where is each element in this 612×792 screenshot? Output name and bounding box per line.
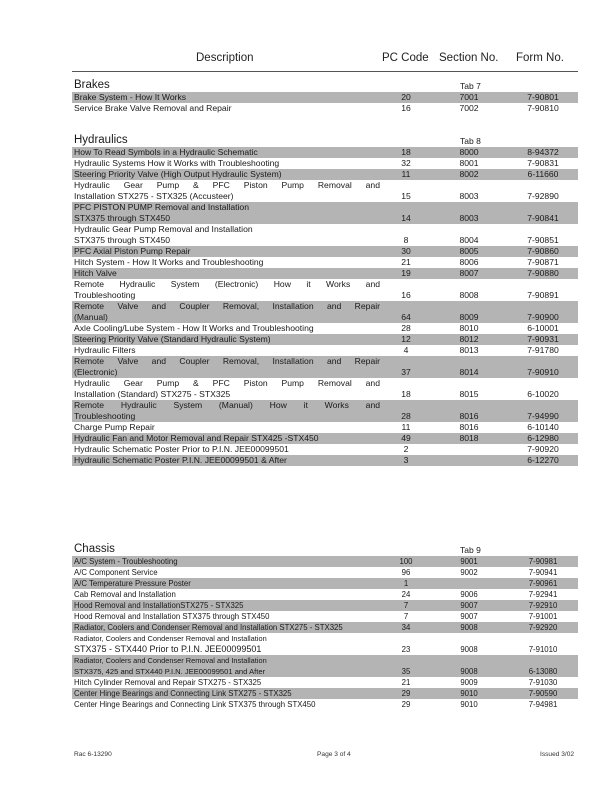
row-section-no: 8003 [459,191,479,201]
row-description [74,323,380,334]
table-row [72,699,578,710]
row-description-line: Remote Hydraulic System (Electronic) How it Works and [74,279,380,289]
row-description [74,578,380,589]
table-row [72,400,578,422]
header-pc-code: PC Code [382,52,429,64]
row-description-line: Hydraulic Gear Pump & PFC Piston Pump Removal and [74,378,380,388]
row-section-no: 9007 [460,612,478,621]
row-description-line: A/C Temperature Pressure Poster [74,579,191,588]
row-pc-code: 20 [401,92,411,102]
row-pc-code: 28 [401,323,411,333]
row-form-no: 7-90891 [527,290,559,300]
table-row [72,433,578,444]
row-description [74,688,380,699]
table-header [72,52,578,68]
table-row [72,455,578,466]
row-section-no: 8016 [459,422,479,432]
table-row [72,567,578,578]
row-description [74,422,380,433]
row-pc-code: 100 [399,557,413,566]
section-hydraulics [72,134,578,466]
row-section-no: 8013 [459,345,479,355]
row-description [74,169,380,180]
row-pc-code: 16 [401,103,411,113]
row-pc-code: 16 [401,290,411,300]
row-section-no: 8008 [459,290,479,300]
row-description-line: (Electronic) [74,367,118,377]
row-description [74,92,380,103]
footer-left: Rac 6-13290 [74,751,112,758]
row-pc-code: 49 [401,433,411,443]
row-description [74,334,380,345]
row-description [74,224,380,246]
row-section-no: 9009 [460,678,478,687]
row-description-line: Radiator, Coolers and Condenser Removal and Installation [74,656,267,665]
row-description-line: A/C Component Service [74,568,158,577]
row-form-no: 6-10140 [527,422,559,432]
row-description [74,268,380,279]
section-tab: Tab 9 [460,545,481,555]
header-form-no: Form No. [516,52,564,64]
header-section-no: Section No. [439,52,499,64]
table-row [72,92,578,103]
row-description [74,158,380,169]
row-form-no: 7-90871 [527,257,559,267]
row-pc-code: 29 [401,689,411,698]
row-form-no: 7-90851 [527,235,559,245]
row-section-no: 8012 [459,334,479,344]
table-row [72,323,578,334]
row-description [74,279,380,301]
row-section-no: 8003 [459,213,479,223]
row-section-no: 8007 [459,268,479,278]
row-description [74,345,380,356]
section-tab: Tab 7 [460,81,481,91]
row-form-no: 7-91780 [527,345,559,355]
row-pc-code: 21 [401,257,411,267]
row-description [74,180,380,202]
row-form-no: 7-91001 [528,612,558,621]
row-form-no: 6-12980 [527,433,559,443]
row-section-no: 9010 [460,689,478,698]
row-description [74,699,380,710]
row-section-no: 9008 [460,667,478,676]
table-row [72,202,578,224]
row-pc-code: 4 [403,345,409,355]
table-row [72,655,578,677]
row-section-no: 8004 [459,235,479,245]
row-description-line: Steering Priority Valve (Standard Hydraulic System) [74,334,271,344]
row-description-line: Service Brake Valve Removal and Repair [74,103,232,113]
row-description-line: Hitch System - How It Works and Troubleshooting [74,257,264,267]
row-description-line: Installation (Standard) STX275 - STX325 [74,389,231,399]
row-description-line: Hydraulic Schematic Poster Prior to P.I.N. JEE00099501 [74,444,289,454]
row-description-line: Steering Priority Valve (High Output Hydraulic System) [74,169,282,179]
row-description-line: Axle Cooling/Lube System - How It Works and Troubleshooting [74,323,314,333]
row-pc-code: 64 [401,312,411,322]
row-form-no: 7-92941 [528,590,558,599]
row-description [74,611,380,622]
row-form-no: 7-90910 [527,367,559,377]
row-description [74,400,380,422]
row-description [74,246,380,257]
table-row [72,677,578,688]
table-row [72,556,578,567]
row-description-line: Charge Pump Repair [74,422,155,432]
row-section-no: 8016 [459,411,479,421]
row-section-no: 8018 [459,433,479,443]
row-pc-code: 30 [401,246,411,256]
table-row [72,279,578,301]
row-section-no: 8005 [459,246,479,256]
table-row [72,444,578,455]
table-row [72,180,578,202]
row-description-line: STX375, 425 and STX440 P.I.N. JEE00099501 and After [74,667,266,676]
row-description-line: How To Read Symbols in a Hydraulic Schematic [74,147,258,157]
row-form-no: 6-12270 [527,455,559,465]
row-form-no: 7-92890 [527,191,559,201]
row-description [74,600,380,611]
table-row [72,257,578,268]
table-row [72,268,578,279]
table-row [72,224,578,246]
table-row [72,578,578,589]
row-description [74,633,380,655]
row-section-no: 8009 [459,312,479,322]
row-pc-code: 11 [401,422,411,432]
row-description-line: Hydraulic Filters [74,345,136,355]
row-description [74,556,380,567]
table-row [72,103,578,114]
header-rule [72,71,578,72]
row-form-no: 7-94981 [528,700,558,709]
row-description-line: (Manual) [74,312,108,322]
row-section-no: 9001 [460,557,478,566]
row-description-line: Hood Removal and Installation STX375 through STX450 [74,612,270,621]
row-description [74,103,380,114]
row-form-no: 7-92920 [528,623,558,632]
table-row [72,633,578,655]
row-description-line: Remote Valve and Coupler Removal, Installation and Repair [74,356,380,366]
row-form-no: 7-90590 [528,689,558,698]
section-brakes [72,79,578,114]
row-section-no: 8014 [459,367,479,377]
row-description-line: Remote Valve and Coupler Removal, Installation and Repair [74,301,380,311]
section-title: Hydraulics [74,134,128,146]
row-description-line: STX375 through STX450 [74,213,171,223]
row-form-no: 7-94990 [527,411,559,421]
row-description-line: Center Hinge Bearings and Connecting Link STX375 through STX450 [74,700,316,709]
section-title: Chassis [74,543,115,555]
row-pc-code: 18 [401,389,411,399]
row-pc-code: 96 [401,568,411,577]
row-section-no: 8000 [459,147,479,157]
row-description [74,622,380,633]
row-description-line: Troubleshooting [74,290,136,300]
row-pc-code: 7 [403,601,409,610]
table-row [72,169,578,180]
row-pc-code: 28 [401,411,411,421]
row-pc-code: 19 [401,268,411,278]
row-section-no: 9002 [460,568,478,577]
row-description-line: PFC PISTON PUMP Removal and Installation [74,202,249,212]
row-description-line: STX375 - STX440 Prior to P.I.N. JEE00099501 [74,644,262,654]
row-description-line: Troubleshooting [74,411,136,421]
row-description-line: Hydraulic Gear Pump Removal and Installation [74,224,253,234]
row-form-no: 7-90961 [528,579,558,588]
row-description [74,147,380,158]
row-description [74,589,380,600]
row-description-line: Radiator, Coolers and Condenser Removal and Installation STX275 - STX325 [74,623,343,632]
row-description-line: Hitch Cylinder Removal and Repair STX275 - STX325 [74,678,262,687]
row-pc-code: 14 [401,213,411,223]
row-pc-code: 21 [401,678,411,687]
row-description-line: Hood Removal and InstallationSTX275 - STX325 [74,601,244,610]
row-form-no: 7-90941 [528,568,558,577]
row-description-line: A/C System - Troubleshooting [74,557,178,566]
row-description [74,301,380,323]
table-row [72,378,578,400]
row-description [74,655,380,677]
row-form-no: 7-90841 [527,213,559,223]
table-row [72,158,578,169]
row-pc-code: 8 [403,235,409,245]
row-section-no: 9007 [460,601,478,610]
row-pc-code: 11 [401,169,411,179]
row-pc-code: 32 [401,158,411,168]
row-pc-code: 24 [401,590,411,599]
footer-issued-date: Issued 3/02 [540,751,575,758]
table-row [72,622,578,633]
row-form-no: 7-90900 [527,312,559,322]
row-form-no: 6-13080 [528,667,558,676]
row-pc-code: 35 [401,667,411,676]
header-description: Description [196,52,254,64]
row-pc-code: 34 [401,623,411,632]
section-chassis [72,543,578,710]
row-form-no: 8-94372 [527,147,559,157]
row-description-line: Remote Hydraulic System (Manual) How it Works and [74,400,380,410]
row-section-no: 7001 [459,92,479,102]
row-description [74,356,380,378]
row-form-no: 7-90831 [527,158,559,168]
row-pc-code: 3 [403,455,409,465]
row-description-line: STX375 through STX450 [74,235,171,245]
row-description-line: Brake System - How It Works [74,92,187,102]
row-section-no: 8015 [459,389,479,399]
row-description-line: Center Hinge Bearings and Connecting Link STX275 - STX325 [74,689,292,698]
row-pc-code: 2 [403,444,409,454]
row-pc-code: 18 [401,147,411,157]
section-tab: Tab 8 [460,136,481,146]
row-form-no: 7-92910 [528,601,558,610]
row-description-line: Cab Removal and Installation [74,590,176,599]
row-section-no: 9006 [460,590,478,599]
section-heading [72,543,578,556]
row-form-no: 6-10020 [527,389,559,399]
row-form-no: 7-91030 [528,678,558,687]
table-row [72,147,578,158]
table-row [72,356,578,378]
table-row [72,688,578,699]
row-description [74,202,380,224]
row-form-no: 7-90860 [527,246,559,256]
row-form-no: 7-90931 [527,334,559,344]
row-description-line: Hydraulic Schematic Poster P.I.N. JEE00099501 & After [74,455,287,465]
row-section-no: 7002 [459,103,479,113]
row-description-line: PFC Axial Piston Pump Repair [74,246,191,256]
row-description-line: Radiator, Coolers and Condenser Removal and Installation [74,634,267,643]
row-form-no: 7-91010 [528,645,558,654]
table-row [72,345,578,356]
section-heading [72,79,578,92]
row-description [74,433,380,444]
row-form-no: 7-90920 [527,444,559,454]
row-pc-code: 1 [403,579,409,588]
footer-page-number: Page 3 of 4 [317,751,351,758]
table-row [72,422,578,433]
row-section-no: 8006 [459,257,479,267]
row-form-no: 7-90880 [527,268,559,278]
row-description [74,378,380,400]
table-row [72,611,578,622]
table-row [72,334,578,345]
row-description-line: Hydraulic Systems How it Works with Troubleshooting [74,158,280,168]
table-row [72,246,578,257]
row-pc-code: 15 [401,191,411,201]
row-pc-code: 7 [403,612,409,621]
row-description-line: Hydraulic Fan and Motor Removal and Repair STX425 -STX450 [74,433,319,443]
table-row [72,600,578,611]
row-description [74,567,380,578]
row-pc-code: 12 [401,334,411,344]
row-section-no: 9008 [460,623,478,632]
row-section-no: 8002 [459,169,479,179]
row-pc-code: 23 [401,645,411,654]
row-section-no: 9008 [460,645,478,654]
row-description [74,677,380,688]
row-form-no: 7-90801 [527,92,559,102]
table-row [72,301,578,323]
section-title: Brakes [74,79,110,91]
row-form-no: 7-90810 [527,103,559,113]
row-description [74,257,380,268]
row-pc-code: 37 [401,367,411,377]
row-section-no: 9010 [460,700,478,709]
row-form-no: 6-10001 [527,323,559,333]
section-heading [72,134,578,147]
row-section-no: 8001 [459,158,479,168]
row-description-line: Hitch Valve [74,268,117,278]
table-row [72,589,578,600]
row-description-line: Installation STX275 - STX325 (Accusteer) [74,191,234,201]
row-description [74,455,380,466]
row-description-line: Hydraulic Gear Pump & PFC Piston Pump Removal and [74,180,380,190]
row-description [74,444,380,455]
row-pc-code: 29 [401,700,411,709]
row-form-no: 7-90981 [528,557,558,566]
row-section-no: 8010 [459,323,479,333]
row-form-no: 6-11660 [527,169,559,179]
